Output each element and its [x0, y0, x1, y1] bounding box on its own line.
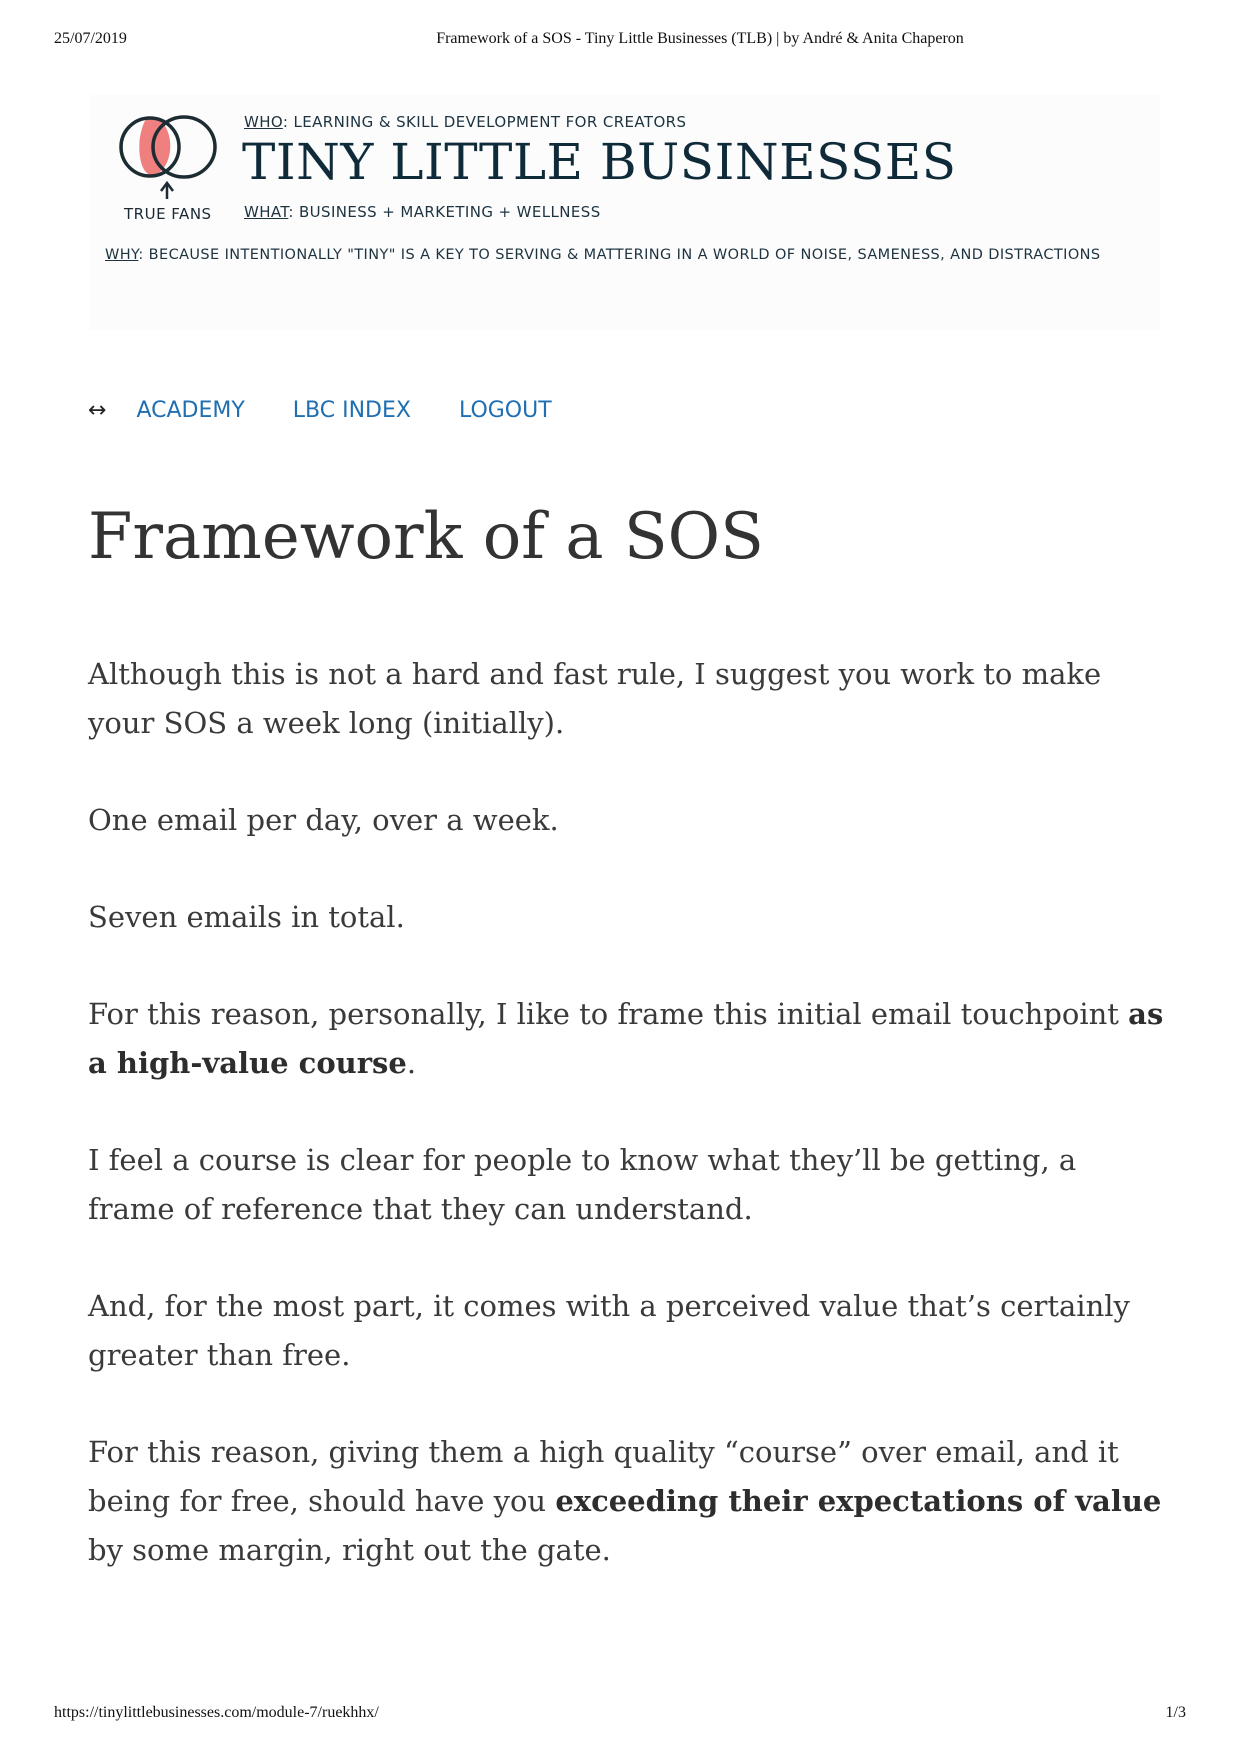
- brand-title: TINY LITTLE BUSINESSES: [242, 133, 957, 191]
- p7-end: by some margin, right out the gate.: [88, 1533, 611, 1567]
- paragraph-4: [88, 990, 1168, 1088]
- p7-text: For this reason, giving them a high quality “course” over email, and it being for free, should have you: [88, 1435, 1119, 1518]
- who-key: WHO: [244, 113, 283, 131]
- p4-bold: as a high-value course: [88, 997, 1164, 1080]
- nav-academy[interactable]: ACADEMY: [136, 397, 245, 423]
- expand-arrow-icon[interactable]: ↔: [88, 397, 107, 423]
- paragraph-5: I feel a course is clear for people to know what they’ll be getting, a frame of reference that they can understand.: [88, 1143, 1077, 1226]
- site-banner[interactable]: [90, 95, 1160, 330]
- main-nav: [88, 395, 600, 425]
- paragraph-2: One email per day, over a week.: [88, 803, 559, 837]
- print-date: 25/07/2019: [54, 30, 127, 47]
- what-text: : BUSINESS + MARKETING + WELLNESS: [288, 203, 601, 221]
- who-tagline: [244, 113, 686, 131]
- print-page-title: Framework of a SOS - Tiny Little Businesses (TLB) | by André & Anita Chaperon: [436, 30, 964, 47]
- paragraph-1: Although this is not a hard and fast rule, I suggest you work to make your SOS a week long (initially).: [88, 657, 1102, 740]
- why-text: : BECAUSE INTENTIONALLY "TINY" IS A KEY TO SERVING & MATTERING IN A WORLD OF NOISE, SAMENESS, AND DISTRACTIONS: [138, 247, 1101, 263]
- p7-bold: exceeding their expectations of value: [555, 1484, 1162, 1518]
- who-text: : LEARNING & SKILL DEVELOPMENT FOR CREATORS: [282, 113, 687, 131]
- what-key: WHAT: [244, 203, 289, 221]
- paragraph-6: And, for the most part, it comes with a perceived value that’s certainly greater than free.: [88, 1289, 1130, 1372]
- logo-caption: TRUE FANS: [124, 205, 212, 223]
- print-url: https://tinylittlebusinesses.com/module-7/ruekhhx/: [54, 1704, 379, 1721]
- page-title: Framework of a SOS: [88, 500, 764, 574]
- nav-lbc-index[interactable]: LBC INDEX: [292, 397, 411, 423]
- article-body: [88, 650, 1168, 1623]
- p4-end: .: [406, 1046, 417, 1080]
- why-key: WHY: [105, 247, 139, 263]
- nav-logout[interactable]: LOGOUT: [458, 397, 552, 423]
- paragraph-3: Seven emails in total.: [88, 900, 405, 934]
- p4-text: For this reason, personally, I like to frame this initial email touchpoint: [88, 997, 1129, 1031]
- print-page-number: 1/3: [1165, 1704, 1186, 1721]
- paragraph-7: [88, 1428, 1168, 1575]
- why-tagline: [105, 247, 1100, 263]
- what-tagline: [244, 203, 601, 221]
